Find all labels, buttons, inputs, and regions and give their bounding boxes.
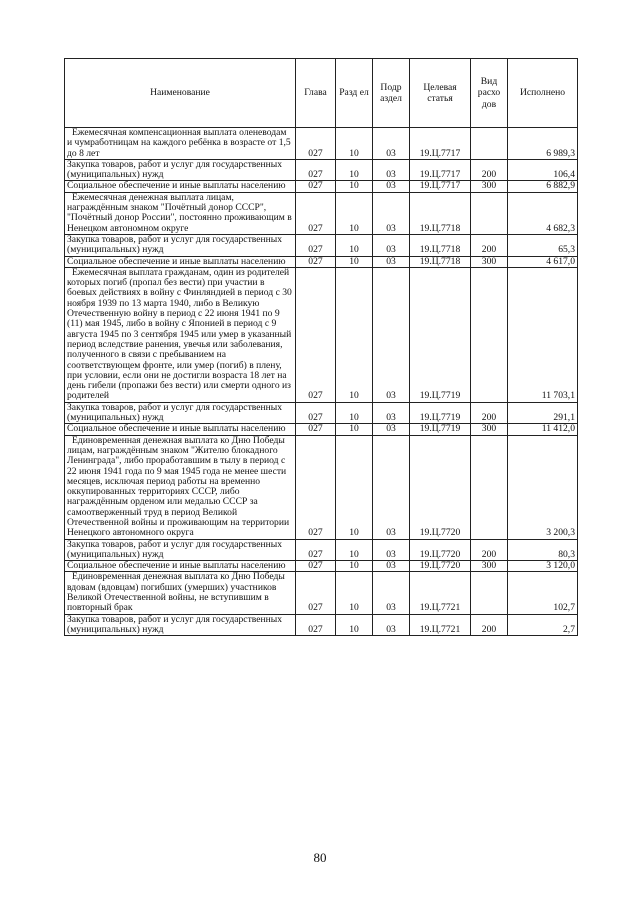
- cell-name: Ежемесячная денежная выплата лицам, награждённым знаком "Почётный донор СССР", "Почётный донор России", постоянно проживающим в Ненецком автономном округе: [65, 192, 296, 234]
- cell-glava: 027: [296, 424, 336, 435]
- cell-glava: 027: [296, 181, 336, 192]
- cell-name: Социальное обеспечение и иные выплаты населению: [65, 561, 296, 572]
- cell-name: Ежемесячная компенсационная выплата оленеводам и чумработницам на каждого ребёнка в возрасте от 1,5 до 8 лет: [65, 128, 296, 160]
- cell-ispolneno: 80,3: [508, 539, 578, 561]
- cell-vid: [471, 128, 508, 160]
- cell-vid: 300: [471, 256, 508, 267]
- cell-podrazdel: 03: [373, 192, 410, 234]
- cell-glava: 027: [296, 539, 336, 561]
- cell-vid: 200: [471, 614, 508, 636]
- cell-statya: 19.Ц.7719: [410, 424, 471, 435]
- cell-name: Единовременная денежная выплата ко Дню Победы лицам, награждённым знаком "Жителю блокадного Ленинграда", либо проработавшим в тылу в период с 22 июня 1941 года по 9 мая 1945 года не менее шести месяцев, исключая период работы на временно оккупированных территориях СССР, либо награждённым орденом или медалью СССР за самоотверженный труд в период Великой Отечественной войны и проживающим на территории Ненецкого автономного округа: [65, 435, 296, 539]
- cell-podrazdel: 03: [373, 267, 410, 402]
- cell-name: Закупка товаров, работ и услуг для государственных (муниципальных) нужд: [65, 234, 296, 256]
- page-number: 80: [313, 850, 327, 865]
- cell-ispolneno: 11 412,0: [508, 424, 578, 435]
- table-row: [65, 181, 578, 192]
- table-body: [65, 128, 578, 636]
- table-row: [65, 572, 578, 614]
- cell-podrazdel: 03: [373, 539, 410, 561]
- cell-statya: 19.Ц.7718: [410, 256, 471, 267]
- cell-glava: 027: [296, 435, 336, 539]
- cell-podrazdel: 03: [373, 402, 410, 424]
- cell-podrazdel: 03: [373, 234, 410, 256]
- cell-statya: 19.Ц.7717: [410, 159, 471, 181]
- cell-glava: 027: [296, 561, 336, 572]
- cell-statya: 19.Ц.7717: [410, 181, 471, 192]
- cell-glava: 027: [296, 159, 336, 181]
- cell-statya: 19.Ц.7720: [410, 539, 471, 561]
- cell-glava: 027: [296, 572, 336, 614]
- cell-name: Социальное обеспечение и иные выплаты населению: [65, 424, 296, 435]
- header-glava: Глава: [296, 59, 336, 128]
- table-row: [65, 159, 578, 181]
- cell-razdel: 10: [336, 539, 373, 561]
- table-row: [65, 402, 578, 424]
- cell-razdel: 10: [336, 614, 373, 636]
- cell-name: Закупка товаров, работ и услуг для государственных (муниципальных) нужд: [65, 539, 296, 561]
- cell-ispolneno: 65,3: [508, 234, 578, 256]
- cell-razdel: 10: [336, 234, 373, 256]
- cell-razdel: 10: [336, 159, 373, 181]
- cell-ispolneno: 291,1: [508, 402, 578, 424]
- cell-glava: 027: [296, 614, 336, 636]
- header-razdel: Разд ел: [336, 59, 373, 128]
- table-row: [65, 234, 578, 256]
- cell-vid: 300: [471, 424, 508, 435]
- cell-ispolneno: 11 703,1: [508, 267, 578, 402]
- cell-razdel: 10: [336, 424, 373, 435]
- cell-vid: [471, 192, 508, 234]
- cell-vid: 200: [471, 234, 508, 256]
- cell-podrazdel: 03: [373, 159, 410, 181]
- cell-ispolneno: 2,7: [508, 614, 578, 636]
- cell-podrazdel: 03: [373, 572, 410, 614]
- cell-statya: 19.Ц.7721: [410, 572, 471, 614]
- cell-glava: 027: [296, 402, 336, 424]
- cell-glava: 027: [296, 192, 336, 234]
- cell-podrazdel: 03: [373, 435, 410, 539]
- cell-ispolneno: 6 989,3: [508, 128, 578, 160]
- table-row: [65, 539, 578, 561]
- cell-name: Единовременная денежная выплата ко Дню Победы вдовам (вдовцам) погибших (умерших) участников Великой Отечественной войны, не вступившим в повторный брак: [65, 572, 296, 614]
- cell-podrazdel: 03: [373, 128, 410, 160]
- table-row: [65, 192, 578, 234]
- cell-ispolneno: 102,7: [508, 572, 578, 614]
- cell-vid: 300: [471, 561, 508, 572]
- cell-vid: 200: [471, 159, 508, 181]
- cell-razdel: 10: [336, 561, 373, 572]
- cell-statya: 19.Ц.7719: [410, 402, 471, 424]
- table-row: [65, 561, 578, 572]
- cell-podrazdel: 03: [373, 424, 410, 435]
- cell-name: Социальное обеспечение и иные выплаты населению: [65, 181, 296, 192]
- cell-name: Закупка товаров, работ и услуг для государственных (муниципальных) нужд: [65, 614, 296, 636]
- cell-vid: [471, 572, 508, 614]
- cell-statya: 19.Ц.7719: [410, 267, 471, 402]
- cell-glava: 027: [296, 234, 336, 256]
- header-name: Наименование: [65, 59, 296, 128]
- header-vid: Вид расхо дов: [471, 59, 508, 128]
- cell-razdel: 10: [336, 267, 373, 402]
- cell-ispolneno: 3 120,0: [508, 561, 578, 572]
- cell-statya: 19.Ц.7720: [410, 435, 471, 539]
- cell-name: Социальное обеспечение и иные выплаты населению: [65, 256, 296, 267]
- cell-podrazdel: 03: [373, 181, 410, 192]
- cell-ispolneno: 106,4: [508, 159, 578, 181]
- table-row: [65, 267, 578, 402]
- cell-name: Закупка товаров, работ и услуг для государственных (муниципальных) нужд: [65, 402, 296, 424]
- cell-ispolneno: 3 200,3: [508, 435, 578, 539]
- cell-vid: 200: [471, 402, 508, 424]
- header-ispolneno: Исполнено: [508, 59, 578, 128]
- cell-razdel: 10: [336, 128, 373, 160]
- cell-podrazdel: 03: [373, 256, 410, 267]
- budget-table: [64, 58, 578, 636]
- cell-glava: 027: [296, 128, 336, 160]
- cell-vid: [471, 267, 508, 402]
- cell-ispolneno: 4 617,0: [508, 256, 578, 267]
- cell-razdel: 10: [336, 402, 373, 424]
- cell-statya: 19.Ц.7718: [410, 192, 471, 234]
- cell-razdel: 10: [336, 192, 373, 234]
- table-header-row: [65, 59, 578, 128]
- cell-podrazdel: 03: [373, 561, 410, 572]
- cell-podrazdel: 03: [373, 614, 410, 636]
- table-row: [65, 435, 578, 539]
- cell-name: Закупка товаров, работ и услуг для государственных (муниципальных) нужд: [65, 159, 296, 181]
- table-row: [65, 614, 578, 636]
- cell-vid: 200: [471, 539, 508, 561]
- cell-statya: 19.Ц.7720: [410, 561, 471, 572]
- cell-razdel: 10: [336, 181, 373, 192]
- cell-statya: 19.Ц.7721: [410, 614, 471, 636]
- cell-ispolneno: 6 882,9: [508, 181, 578, 192]
- cell-razdel: 10: [336, 435, 373, 539]
- cell-name: Ежемесячная выплата гражданам, один из родителей которых погиб (пропал без вести) при участии в боевых действиях в войну с Финляндией в период с 30 ноября 1939 по 13 марта 1940, либо в Великую Отечественную войну в период с 22 июня 1941 по 9 (11) мая 1945, либо в войну с Японией в период с 9 августа 1945 по 3 сентября 1945 или умер в указанный период вследствие ранения, увечья или заболевания, полученного в связи с пребыванием на соответствующем фронте, или умер (погиб) в плену, при условии, если они не достигли возраста 18 лет на день гибели (пропажи без вести) или смерти одного из родителей: [65, 267, 296, 402]
- table-row: [65, 424, 578, 435]
- cell-vid: [471, 435, 508, 539]
- table-row: [65, 128, 578, 160]
- header-statya: Целевая статья: [410, 59, 471, 128]
- header-podrazdel: Подр аздел: [373, 59, 410, 128]
- cell-statya: 19.Ц.7717: [410, 128, 471, 160]
- cell-glava: 027: [296, 256, 336, 267]
- cell-razdel: 10: [336, 256, 373, 267]
- table-row: [65, 256, 578, 267]
- cell-vid: 300: [471, 181, 508, 192]
- cell-razdel: 10: [336, 572, 373, 614]
- cell-ispolneno: 4 682,3: [508, 192, 578, 234]
- cell-glava: 027: [296, 267, 336, 402]
- cell-statya: 19.Ц.7718: [410, 234, 471, 256]
